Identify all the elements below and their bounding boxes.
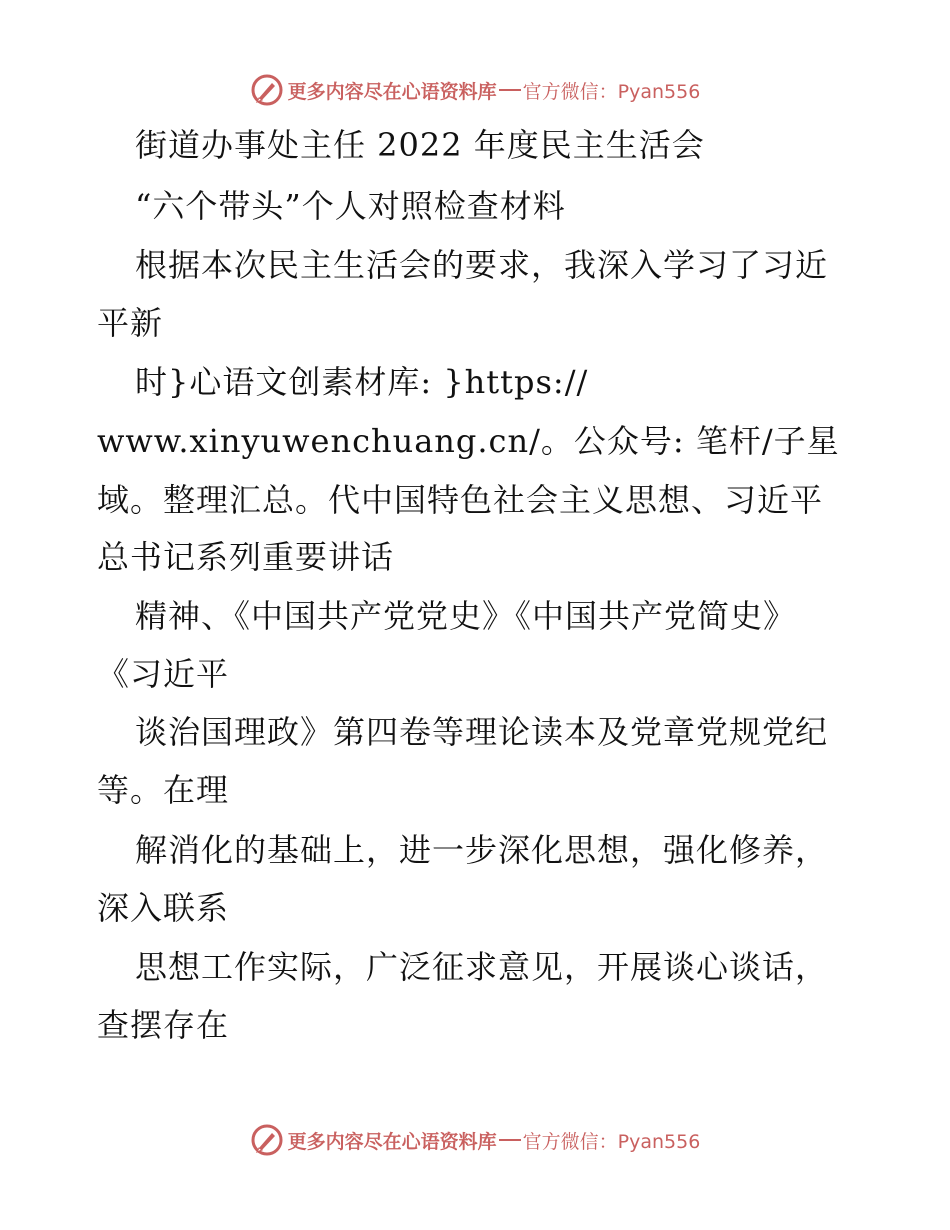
doc-line: 平新 xyxy=(97,304,164,342)
watermark-sub-text: 官方微信：Pyan556 xyxy=(522,1130,701,1153)
doc-line: www.xinyuwenchuang.cn/。公众号: 笔杆/子星 xyxy=(97,422,840,460)
watermark-dash xyxy=(499,89,521,91)
header-watermark xyxy=(0,70,950,110)
doc-line: 查摆存在 xyxy=(97,1006,230,1044)
footer-watermark xyxy=(0,1120,950,1160)
doc-line: 域。整理汇总。代中国特色社会主义思想、习近平 xyxy=(97,481,824,519)
watermark-sub-text: 官方微信：Pyan556 xyxy=(522,80,701,103)
doc-line: 精神、《中国共产党党史》《中国共产党简史》 xyxy=(135,597,797,635)
doc-line: 思想工作实际，广泛征求意见，开展谈心谈话， xyxy=(135,948,829,986)
pen-logo-icon xyxy=(250,1123,284,1157)
doc-line: 深入联系 xyxy=(97,889,230,927)
doc-line: 总书记系列重要讲话 xyxy=(97,538,395,576)
doc-title-line-1: 街道办事处主任 2022 年度民主生活会 xyxy=(135,126,705,164)
watermark-main-text: 更多内容尽在心语资料库 xyxy=(287,80,497,103)
watermark-dash xyxy=(499,1139,521,1141)
doc-line: 根据本次民主生活会的要求，我深入学习了习近 xyxy=(135,246,829,284)
doc-line: 等。在理 xyxy=(97,771,230,809)
pen-logo-icon xyxy=(250,73,284,107)
watermark-main-text: 更多内容尽在心语资料库 xyxy=(287,1130,497,1153)
doc-line: 谈治国理政》第四卷等理论读本及党章党规党纪 xyxy=(135,713,829,751)
doc-line: 解消化的基础上，进一步深化思想，强化修养， xyxy=(135,831,829,869)
doc-line: 《习近平 xyxy=(97,655,230,693)
doc-title-line-2: “六个带头”个人对照检查材料 xyxy=(135,187,566,225)
doc-line: 时}心语文创素材库: }https:// xyxy=(135,363,589,401)
